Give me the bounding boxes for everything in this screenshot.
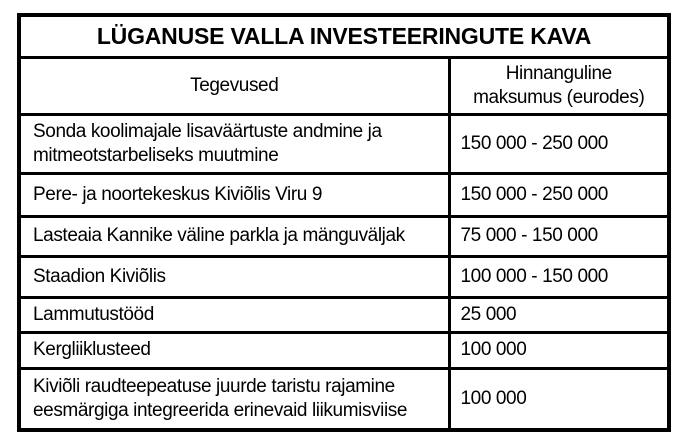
activity-cell: Pere- ja noortekeskus Kiviõlis Viru 9 bbox=[19, 174, 449, 217]
cost-cell: 75 000 - 150 000 bbox=[449, 217, 669, 257]
cost-cell: 100 000 bbox=[449, 333, 669, 368]
table-row bbox=[19, 333, 669, 368]
table-title: LÜGANUSE VALLA INVESTEERINGUTE KAVA bbox=[19, 15, 669, 57]
column-header-activities: Tegevused bbox=[19, 57, 449, 114]
cost-cell: 150 000 - 250 000 bbox=[449, 174, 669, 217]
cost-cell: 25 000 bbox=[449, 298, 669, 333]
investment-plan-container bbox=[17, 13, 671, 432]
table-row bbox=[19, 257, 669, 298]
table-row bbox=[19, 114, 669, 174]
activity-cell: Kergliiklusteed bbox=[19, 333, 449, 368]
activity-cell: Kiviõli raudteepeatuse juurde taristu rajamine eesmärgiga integreerida erinevaid liikumisviise bbox=[19, 368, 449, 430]
column-header-cost bbox=[449, 57, 669, 114]
cost-cell: 100 000 bbox=[449, 368, 669, 430]
table-title-row bbox=[19, 15, 669, 57]
activity-cell: Staadion Kiviõlis bbox=[19, 257, 449, 298]
activity-cell: Lammutustööd bbox=[19, 298, 449, 333]
column-header-cost-label: Hinnanguline maksumus (eurodes) bbox=[473, 62, 645, 108]
column-header-row bbox=[19, 57, 669, 114]
activity-cell: Sonda koolimajale lisaväärtuste andmine ja mitmeotstarbeliseks muutmine bbox=[19, 114, 449, 174]
investment-plan-table bbox=[17, 13, 671, 432]
activity-cell: Lasteaia Kannike väline parkla ja mänguväljak bbox=[19, 217, 449, 257]
cost-cell: 100 000 - 150 000 bbox=[449, 257, 669, 298]
table-row bbox=[19, 298, 669, 333]
table-row bbox=[19, 368, 669, 430]
table-row bbox=[19, 217, 669, 257]
cost-cell: 150 000 - 250 000 bbox=[449, 114, 669, 174]
table-row bbox=[19, 174, 669, 217]
